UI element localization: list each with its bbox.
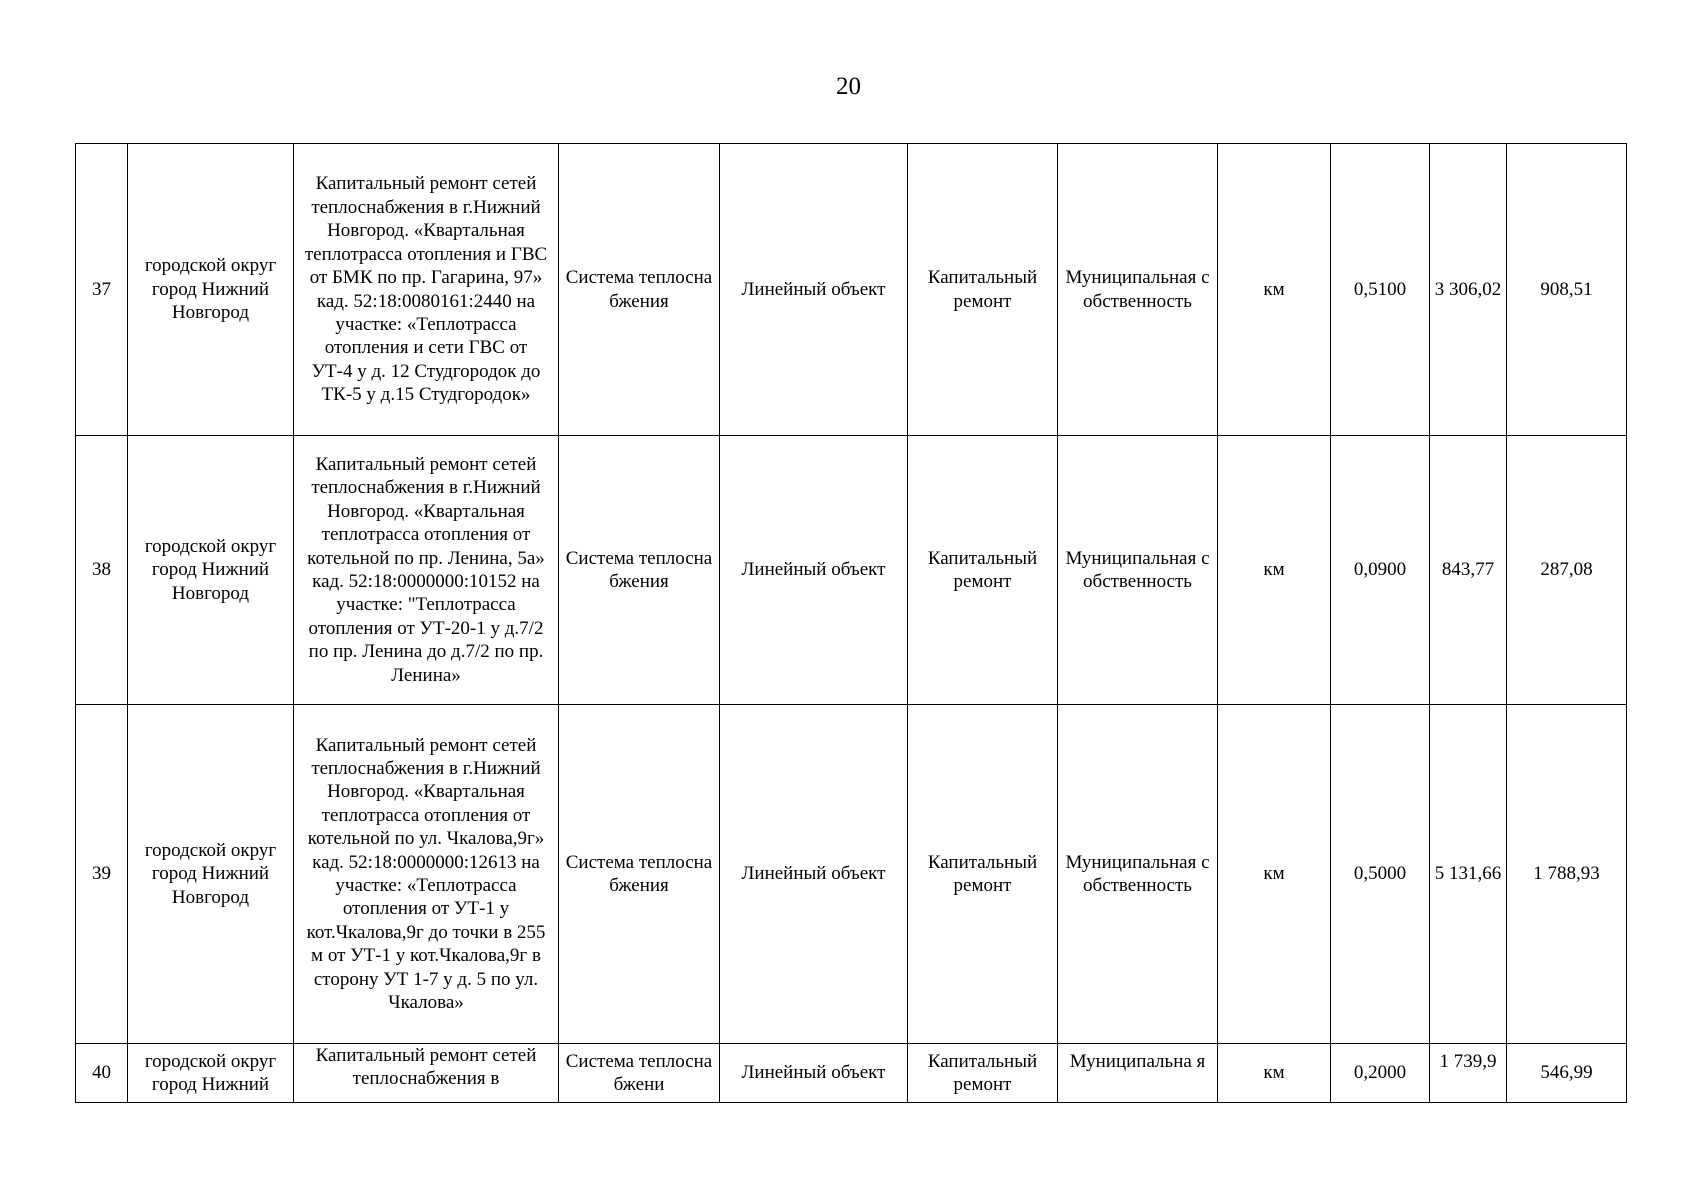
- cell-unit: км: [1218, 436, 1331, 705]
- cell-quantity: 0,5100: [1331, 144, 1430, 436]
- cell-cost-a: 5 131,66: [1430, 705, 1507, 1044]
- cell-cost-a-text: 1 739,9: [1439, 1051, 1497, 1072]
- cell-cost-b: 546,99: [1507, 1044, 1627, 1103]
- cell-region: [128, 1044, 294, 1103]
- cell-number: 38: [76, 436, 128, 705]
- cell-description: Капитальный ремонт сетей теплоснабжения в г.Нижний Новгород. «Квартальная теплотрасса отопления и ГВС от БМК по пр. Гагарина, 97» кад. 52:18:0080161:2440 на участке: «Теплотрасса отопления и сети ГВС от УТ-4 у д. 12 Студгородок до ТК-5 у д.15 Студгородок»: [294, 144, 559, 436]
- cell-work-type-text: Капитальный ремонт: [927, 1051, 1038, 1096]
- cell-description: Капитальный ремонт сетей теплоснабжения в г.Нижний Новгород. «Квартальная теплотрасса отопления от котельной по ул. Чкалова,9г» кад. 52:18:0000000:12613 на участке: «Теплотрасса отопления от УТ-1 у кот.Чкалова,9г до точки в 255 м от УТ-1 у кот.Чкалова,9г в сторону УТ 1-7 у д. 5 по ул. Чкалова»: [294, 705, 559, 1044]
- cell-unit: км: [1218, 705, 1331, 1044]
- cell-cost-a: [1430, 1044, 1507, 1103]
- cell-quantity: 0,0900: [1331, 436, 1430, 705]
- table-row: [76, 144, 1627, 436]
- cell-number: 37: [76, 144, 128, 436]
- page-number: 20: [836, 73, 861, 100]
- cell-description: [294, 1044, 559, 1103]
- cell-object-type: Линейный объект: [720, 436, 908, 705]
- cell-region: городской округ город Нижний Новгород: [128, 144, 294, 436]
- cell-region-text: городской округ город Нижний: [144, 1051, 277, 1096]
- cell-object-type: Линейный объект: [720, 705, 908, 1044]
- cell-unit: км: [1218, 1044, 1331, 1103]
- cell-object-type: Линейный объект: [720, 1044, 908, 1103]
- cell-system-text: Система теплоснабжени: [565, 1051, 713, 1096]
- cell-unit: км: [1218, 144, 1331, 436]
- cell-work-type: Капитальный ремонт: [908, 705, 1058, 1044]
- cell-ownership: Муниципальная собственность: [1058, 144, 1218, 436]
- table-row: [76, 1044, 1627, 1103]
- cell-object-type: Линейный объект: [720, 144, 908, 436]
- cell-system: Система теплоснабжения: [559, 144, 720, 436]
- table-row: [76, 705, 1627, 1044]
- cell-number: 39: [76, 705, 128, 1044]
- cell-region: городской округ город Нижний Новгород: [128, 436, 294, 705]
- cell-ownership: Муниципальная собственность: [1058, 436, 1218, 705]
- cell-work-type: Капитальный ремонт: [908, 144, 1058, 436]
- cell-region: городской округ город Нижний Новгород: [128, 705, 294, 1044]
- registry-table: [75, 143, 1627, 1103]
- cell-cost-b: 287,08: [1507, 436, 1627, 705]
- cell-quantity: 0,5000: [1331, 705, 1430, 1044]
- cell-description-text: Капитальный ремонт сетей теплоснабжения в: [315, 1045, 537, 1090]
- cell-system: Система теплоснабжения: [559, 436, 720, 705]
- cell-number: 40: [76, 1044, 128, 1103]
- table-row: [76, 436, 1627, 705]
- cell-cost-b: 908,51: [1507, 144, 1627, 436]
- cell-quantity: 0,2000: [1331, 1044, 1430, 1103]
- cell-ownership: Муниципальная собственность: [1058, 705, 1218, 1044]
- cell-cost-a: 843,77: [1430, 436, 1507, 705]
- cell-ownership: [1058, 1044, 1218, 1103]
- cell-system: [559, 1044, 720, 1103]
- cell-work-type: Капитальный ремонт: [908, 436, 1058, 705]
- cell-ownership-text: Муниципальна я: [1069, 1051, 1206, 1072]
- cell-work-type: [908, 1044, 1058, 1103]
- cell-cost-b: 1 788,93: [1507, 705, 1627, 1044]
- cell-system: Система теплоснабжения: [559, 705, 720, 1044]
- cell-cost-a: 3 306,02: [1430, 144, 1507, 436]
- cell-description: Капитальный ремонт сетей теплоснабжения в г.Нижний Новгород. «Квартальная теплотрасса отопления от котельной по пр. Ленина, 5а» кад. 52:18:0000000:10152 на участке: "Теплотрасса отопления от УТ-20-1 у д.7/2 по пр. Ленина до д.7/2 по пр. Ленина»: [294, 436, 559, 705]
